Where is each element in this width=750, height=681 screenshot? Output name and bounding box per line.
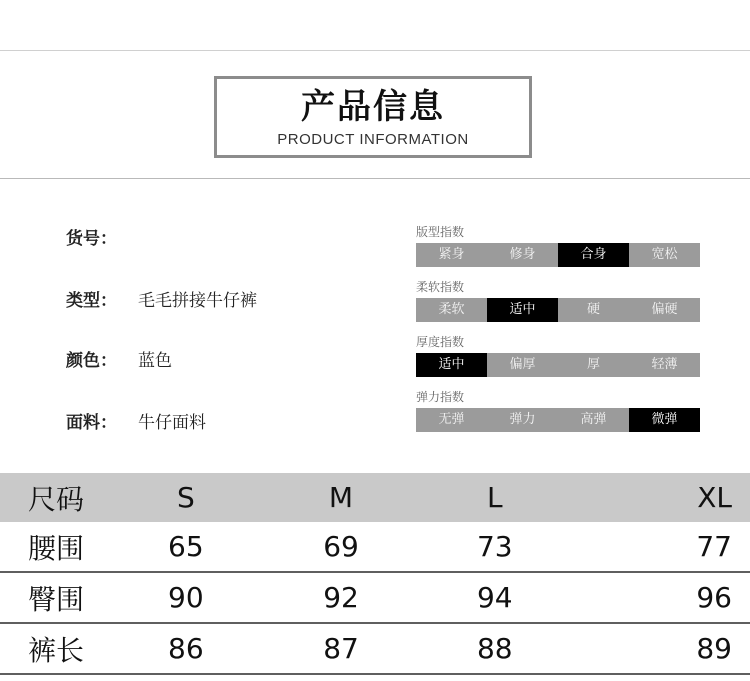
table-row: [0, 522, 750, 572]
table-cell: 87: [231, 623, 451, 674]
attr-value: 蓝色: [138, 351, 172, 371]
index-option: 硬: [586, 302, 600, 317]
title-chinese: 产品信息: [301, 87, 445, 127]
index-bar: [416, 243, 700, 267]
table-cell: 90: [141, 572, 231, 623]
elasticity-index: [416, 389, 700, 432]
attr-label: 货号：: [66, 229, 117, 249]
attr-type: [66, 289, 257, 313]
table-header-cell: M: [231, 473, 451, 522]
table-cell: 96: [539, 572, 750, 623]
index-title: 弹力指数: [416, 390, 465, 404]
index-option: 高弹: [580, 412, 607, 427]
table-cell: 89: [539, 623, 750, 674]
table-row: [0, 572, 750, 623]
table-cell: 73: [451, 522, 539, 572]
attr-value: 毛毛拼接牛仔裤: [138, 291, 257, 311]
table-header-row: [0, 473, 750, 522]
softness-index: [416, 279, 700, 322]
table-cell: 腰围: [0, 522, 141, 572]
index-option: 宽松: [651, 247, 678, 262]
attr-label: 类型：: [66, 291, 117, 311]
index-bar: [416, 298, 700, 322]
index-option: 适中: [487, 298, 558, 322]
index-title: 柔软指数: [416, 280, 465, 294]
table-row: [0, 623, 750, 674]
table-header-cell: 尺码: [0, 473, 141, 522]
thickness-index: [416, 334, 700, 377]
table-cell: 86: [141, 623, 231, 674]
attr-color: [66, 349, 172, 373]
index-option: 合身: [558, 243, 629, 267]
index-option: 厚: [586, 357, 600, 372]
table-cell: 94: [451, 572, 539, 623]
index-option: 紧身: [438, 247, 465, 262]
index-title: 版型指数: [416, 225, 465, 239]
index-option: 偏硬: [651, 302, 678, 317]
table-header-cell: XL: [539, 473, 750, 522]
table-cell: 65: [141, 522, 231, 572]
index-bar: [416, 353, 700, 377]
index-option: 修身: [509, 247, 536, 262]
index-option: 偏厚: [509, 357, 536, 372]
table-header-cell: L: [451, 473, 539, 522]
attr-fabric: [66, 411, 206, 435]
table-cell: 77: [539, 522, 750, 572]
top-divider: [0, 50, 750, 51]
table-cell: 69: [231, 522, 451, 572]
title-divider: [0, 178, 750, 179]
title-english: PRODUCT INFORMATION: [277, 131, 469, 148]
attr-value: 牛仔面料: [138, 413, 206, 433]
attr-item-number: [66, 227, 138, 251]
table-cell: 92: [231, 572, 451, 623]
size-chart-table: [0, 473, 750, 675]
product-info-title-box: [214, 76, 532, 158]
index-option: 适中: [416, 353, 487, 377]
index-option: 微弹: [629, 408, 700, 432]
table-cell: 臀围: [0, 572, 141, 623]
index-option: 柔软: [438, 302, 465, 317]
index-option: 弹力: [509, 412, 536, 427]
table-cell: 88: [451, 623, 539, 674]
index-title: 厚度指数: [416, 335, 465, 349]
attr-label: 颜色：: [66, 351, 117, 371]
index-option: 无弹: [438, 412, 465, 427]
table-cell: 裤长: [0, 623, 141, 674]
table-header-cell: S: [141, 473, 231, 522]
index-bar: [416, 408, 700, 432]
attr-label: 面料：: [66, 413, 117, 433]
fit-index: [416, 224, 700, 267]
index-option: 轻薄: [651, 357, 678, 372]
